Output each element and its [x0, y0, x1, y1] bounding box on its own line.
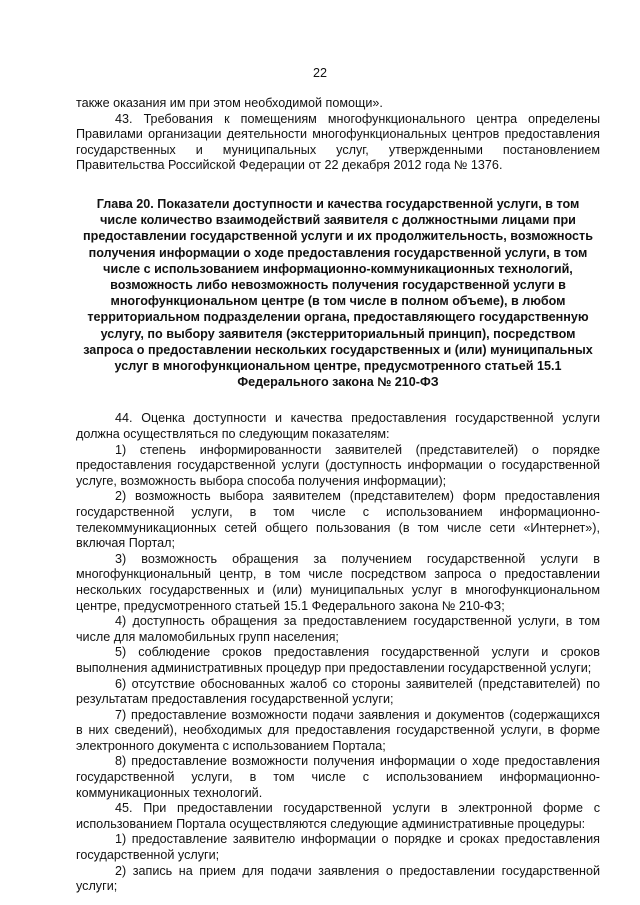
list-item-44-1: 1) степень информированности заявителей (представителей) о порядке предоставления государственной услуги (доступность информации о государственной услуге, возможность выбора способа получения информации); [76, 442, 600, 488]
paragraph-43: 43. Требования к помещениям многофункционального центра определены Правилами организации деятельности многофункциональных центров предоставления государственных и муниципальных услуг, утвержденными постановлением Правительства Российской Федерации от 22 декабря 2012 года № 1376. [76, 111, 600, 173]
list-item-45-1: 1) предоставление заявителю информации о порядке и сроках предоставления государственной услуги; [76, 832, 600, 863]
paragraph-44: 44. Оценка доступности и качества предоставления государственной услуги должна осуществляться по следующим показателям: [76, 411, 600, 441]
paragraph-continuation: также оказания им при этом необходимой помощи». [76, 96, 383, 110]
list-item-45-2: 2) запись на прием для подачи заявления о предоставлении государственной услуги; [76, 863, 600, 894]
document-body [76, 96, 600, 895]
list-item-44-6: 6) отсутствие обоснованных жалоб со стороны заявителей (представителей) по результатам предоставления государственной услуги; [76, 676, 600, 707]
page-number: 22 [312, 66, 327, 80]
list-item-44-8: 8) предоставление возможности получения информации о ходе предоставления государственной услуги, в том числе с использованием информационно-коммуникационных технологий. [76, 754, 600, 800]
paragraph-45: 45. При предоставлении государственной услуги в электронной форме с использованием Портала осуществляются следующие административные процедуры: [76, 801, 600, 831]
chapter-20-heading: Глава 20. Показатели доступности и качества государственной услуги, в том числе количество взаимодействий заявителя с должностными лицами при предоставлении государственной услуги и их продолжительность, возможность получения информации о ходе предоставления государственной услуги, в том числе с использованием информационно-коммуникационных технологий, возможность либо невозможность получения государственной услуги в многофункциональном центре (в том числе в полном объеме), в любом территориальном подразделении органа, предоставляющего государственную услугу, по выбору заявителя (экстерриториальный принцип), посредством запроса о предоставлении нескольких государственных и (или) муниципальных услуг в многофункциональном центре, предусмотренного статьей 15.1 Федерального закона № 210-ФЗ [83, 196, 593, 390]
list-item-44-4: 4) доступность обращения за предоставлением государственной услуги, в том числе для маломобильных групп населения; [76, 614, 600, 644]
list-item-44-7: 7) предоставление возможности подачи заявления и документов (содержащихся в них сведений), необходимых для предоставления государственной услуги, в форме электронного документа с использованием Портала; [76, 707, 600, 753]
list-item-44-5: 5) соблюдение сроков предоставления государственной услуги и сроков выполнения административных процедур при предоставлении государственной услуги; [76, 645, 600, 675]
list-item-44-2: 2) возможность выбора заявителем (представителем) форм предоставления государственной услуги, в том числе с использованием информационно-телекоммуникационных сетей общего пользования (в том числе сети «Интернет»), включая Портал; [76, 489, 600, 551]
list-item-44-3: 3) возможность обращения за получением государственной услуги в многофункциональный центр, в том числе посредством запроса о предоставлении нескольких государственных и (или) муниципальных услуг в многофункциональном центре, предусмотренного статьей 15.1 Федерального закона № 210-ФЗ; [76, 551, 600, 613]
